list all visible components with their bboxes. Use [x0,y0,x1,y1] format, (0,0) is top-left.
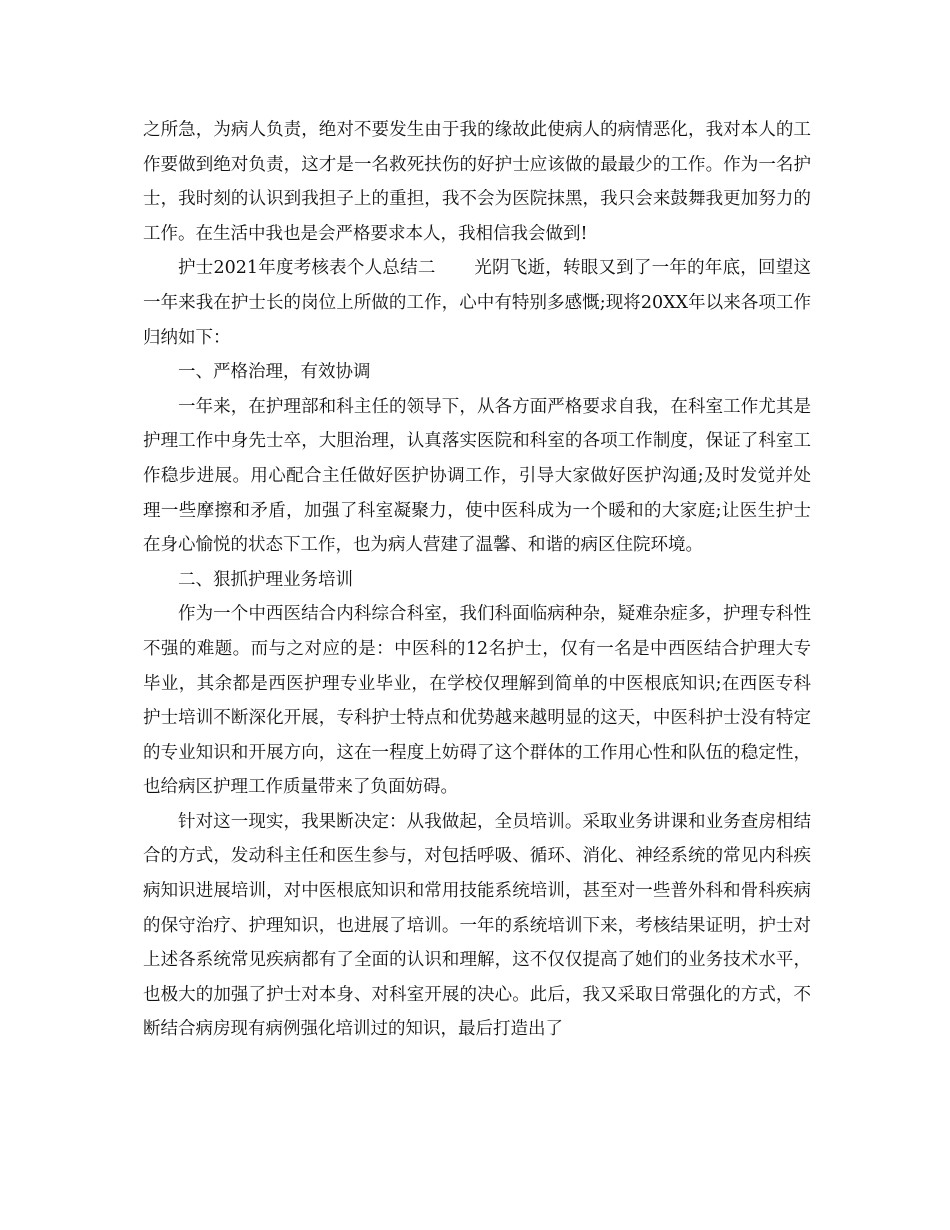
paragraph-continuation: 之所急，为病人负责，绝对不要发生由于我的缘故此使病人的病情恶化，我对本人的工作要做到绝对负责，这才是一名救死扶伤的好护士应该做的最最少的工作。作为一名护士，我时刻的认识到我担子上的重担，我不会为医院抹黑，我只会来鼓舞我更加努力的工作。在生活中我也是会严格要求本人，我相信我会做到! [143,120,811,244]
document-page [143,113,811,1047]
paragraph-training-action: 针对这一现实，我果断决定：从我做起，全员培训。采取业务讲课和业务查房相结合的方式，发动科主任和医生参与，对包括呼吸、循环、消化、神经系统的常见内科疾病知识进展培训，对中医根底知识和常用技能系统培训，甚至对一些普外科和骨科疾病的保守治疗、护理知识，也进展了培训。一年的系统培训下来，考核结果证明，护士对上述各系统常见疾病都有了全面的认识和理解，这不仅仅提高了她们的业务技术水平，也极大的加强了护士对本身、对科室开展的决心。此后，我又采取日常强化的方式，不断结合病房现有病例强化培训过的知识，最后打造出了 [143,811,811,1040]
paragraph-section-two-intro [143,251,811,355]
section-title: 护士2021年度考核表个人总结二 [178,258,436,279]
paragraph-training-body: 作为一个中西医结合内科综合科室，我们科面临病种杂，疑难杂症多，护理专科性不强的难题。而与之对应的是：中医科的12名护士，仅有一名是中西医结合护理大专毕业，其余都是西医护理专业毕业，在学校仅理解到简单的中医根底知识;在西医专科护士培训不断深化开展，专科护士特点和优势越来越明显的这天，中医科护士没有特定的专业知识和开展方向，这在一程度上妨碍了这个群体的工作用心性和队伍的稳定性，也给病区护理工作质量带来了负面妨碍。 [143,604,811,798]
paragraph-management-body: 一年来，在护理部和科主任的领导下，从各方面严格要求自我，在科室工作尤其是护理工作中身先士卒，大胆治理，认真落实医院和科室的各项工作制度，保证了科室工作稳步进展。用心配合主任做好医护协调工作，引导大家做好医护沟通;及时发觉并处理一些摩擦和矛盾，加强了科室凝聚力，使中医科成为一个暖和的大家庭;让医生护士在身心愉悦的状态下工作，也为病人营建了温馨、和谐的病区住院环境。 [143,396,811,556]
heading-nursing-training: 二、狠抓护理业务培训 [178,569,353,590]
section-intro-text: 光阴飞逝，转眼又到了一年的年底，回望这一年来我在护士长的岗位上所做的工作，心中有特别多感慨;现将20XX年以来各项工作归纳如下： [143,258,812,348]
heading-strict-management: 一、严格治理，有效协调 [178,362,371,383]
